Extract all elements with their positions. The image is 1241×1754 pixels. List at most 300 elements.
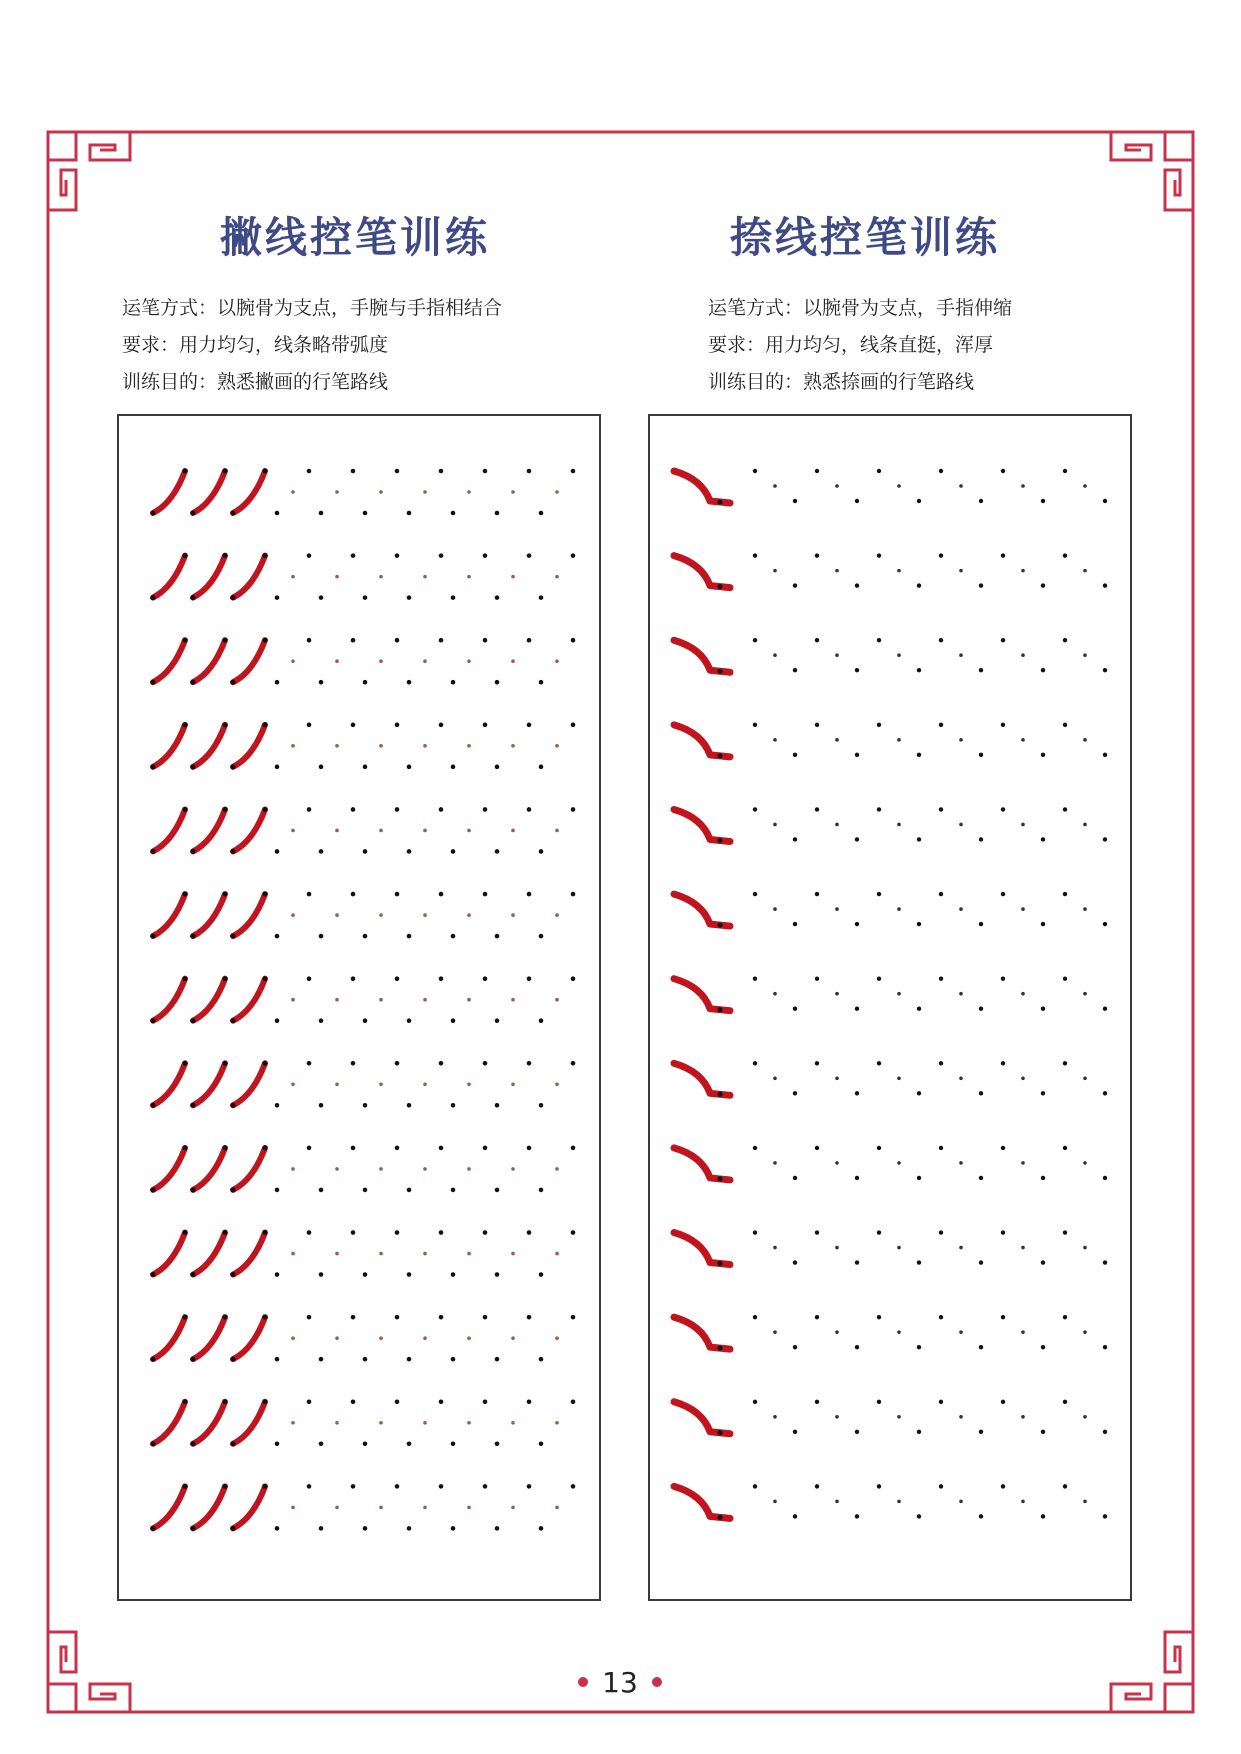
trace-end-dot [307,807,312,812]
trace-start-dot [319,849,324,854]
trace-start-dot [451,1441,456,1446]
trace-start-dot [815,1061,819,1065]
trace-end-dot [351,1315,356,1320]
stroke-start-dot [191,595,196,600]
trace-mid-dot [379,1167,383,1171]
trace-end-dot [979,583,983,587]
trace-mid-dot [1021,569,1025,573]
na-practice-row [674,1400,1107,1436]
trace-start-dot [451,1357,456,1362]
stroke-end-dot [263,1145,268,1150]
trace-mid-dot [291,575,295,579]
trace-end-dot [979,1176,983,1180]
stroke-end-dot [223,976,228,981]
na-practice-row [674,1315,1107,1351]
pie-example-stroke [233,1063,265,1105]
trace-end-dot [1041,1260,1045,1264]
stroke-end-dot [718,753,723,758]
trace-start-dot [1063,1400,1067,1404]
trace-mid-dot [959,738,963,742]
trace-start-dot [1063,1315,1067,1319]
trace-start-dot [407,849,412,854]
pie-example-stroke [233,809,265,851]
trace-end-dot [979,499,983,503]
trace-end-dot [307,1230,312,1235]
trace-end-dot [917,1260,921,1264]
stroke-start-dot [191,511,196,516]
stroke-end-dot [183,553,188,558]
trace-end-dot [483,1061,488,1066]
page-number-right-dot [652,1677,662,1687]
trace-mid-dot [335,1336,339,1340]
trace-start-dot [1063,638,1067,642]
trace-mid-dot [467,1506,471,1510]
trace-start-dot [363,511,368,516]
trace-start-dot [275,1188,280,1193]
trace-mid-dot [423,659,427,663]
trace-end-dot [439,723,444,728]
trace-end-dot [527,807,532,812]
trace-start-dot [319,511,324,516]
pie-example-stroke [193,1233,225,1275]
trace-mid-dot [511,1506,515,1510]
trace-mid-dot [959,907,963,911]
trace-mid-dot [423,1252,427,1256]
stroke-start-dot [151,1526,156,1531]
na-example-stroke [674,640,730,672]
trace-mid-dot [555,744,559,748]
trace-mid-dot [379,998,383,1002]
trace-start-dot [275,934,280,939]
stroke-start-dot [231,1187,236,1192]
stroke-end-dot [183,1484,188,1489]
trace-mid-dot [959,1161,963,1165]
pie-example-stroke [153,471,185,513]
trace-start-dot [451,595,456,600]
trace-mid-dot [959,1500,963,1504]
trace-start-dot [1063,723,1067,727]
stroke-start-dot [231,1103,236,1108]
trace-mid-dot [1083,992,1087,996]
trace-mid-dot [897,823,901,827]
trace-end-dot [571,1399,576,1404]
trace-end-dot [1041,837,1045,841]
trace-mid-dot [423,829,427,833]
pie-practice-row [151,638,576,685]
trace-mid-dot [379,490,383,494]
trace-end-dot [307,976,312,981]
trace-start-dot [363,765,368,770]
trace-end-dot [439,469,444,474]
stroke-end-dot [263,976,268,981]
trace-start-dot [815,553,819,557]
stroke-start-dot [191,1272,196,1277]
trace-start-dot [407,934,412,939]
trace-end-dot [351,1230,356,1235]
trace-end-dot [1103,922,1107,926]
trace-start-dot [753,553,757,557]
stroke-end-dot [718,584,723,589]
trace-start-dot [939,1230,943,1234]
trace-start-dot [753,1484,757,1488]
right-panel-title: 捺线控笔训练 [729,213,1000,262]
trace-start-dot [1001,1230,1005,1234]
stroke-start-dot [191,849,196,854]
trace-start-dot [1063,1146,1067,1150]
trace-start-dot [539,1272,544,1277]
trace-end-dot [855,668,859,672]
stroke-end-dot [223,1399,228,1404]
trace-end-dot [855,837,859,841]
trace-mid-dot [379,829,383,833]
trace-end-dot [351,976,356,981]
trace-end-dot [527,1230,532,1235]
trace-end-dot [395,1061,400,1066]
trace-end-dot [917,1514,921,1518]
trace-end-dot [1103,1176,1107,1180]
trace-end-dot [571,469,576,474]
trace-start-dot [495,595,500,600]
trace-end-dot [1041,1176,1045,1180]
pie-practice-row [151,722,576,769]
trace-start-dot [451,1272,456,1277]
trace-end-dot [483,807,488,812]
na-example-stroke [674,1233,730,1265]
trace-end-dot [855,1260,859,1264]
trace-start-dot [753,469,757,473]
trace-mid-dot [897,569,901,573]
trace-start-dot [451,1018,456,1023]
na-example-stroke [674,979,730,1011]
trace-end-dot [439,976,444,981]
trace-end-dot [307,1399,312,1404]
stroke-end-dot [223,1484,228,1489]
trace-end-dot [979,1260,983,1264]
trace-mid-dot [423,1336,427,1340]
stroke-end-dot [183,892,188,897]
trace-mid-dot [555,1336,559,1340]
trace-mid-dot [773,738,777,742]
trace-mid-dot [467,998,471,1002]
stroke-end-dot [718,1092,723,1097]
trace-end-dot [979,1006,983,1010]
pie-practice-row [151,976,576,1023]
trace-end-dot [793,1260,797,1264]
trace-mid-dot [835,992,839,996]
na-example-stroke [674,1148,730,1180]
trace-mid-dot [835,569,839,573]
trace-end-dot [527,976,532,981]
trace-start-dot [815,892,819,896]
trace-mid-dot [555,1083,559,1087]
trace-end-dot [917,1091,921,1095]
trace-start-dot [539,1357,544,1362]
trace-end-dot [439,1061,444,1066]
trace-mid-dot [773,1330,777,1334]
pie-example-stroke [193,1317,225,1359]
pie-practice-row [151,553,576,600]
trace-start-dot [877,1400,881,1404]
stroke-end-dot [183,1315,188,1320]
trace-end-dot [979,922,983,926]
stroke-end-dot [183,976,188,981]
trace-start-dot [939,807,943,811]
trace-end-dot [439,1399,444,1404]
trace-end-dot [571,807,576,812]
pie-example-stroke [153,894,185,936]
trace-start-dot [1063,469,1067,473]
stroke-end-dot [223,722,228,727]
trace-mid-dot [897,738,901,742]
trace-start-dot [1001,976,1005,980]
trace-start-dot [275,1526,280,1531]
page-number-footer [520,1660,720,1704]
na-practice-row [674,1230,1107,1266]
trace-mid-dot [835,907,839,911]
trace-end-dot [483,1399,488,1404]
trace-end-dot [395,976,400,981]
stroke-end-dot [263,722,268,727]
trace-end-dot [351,807,356,812]
na-practice-row [674,723,1107,759]
right-stroke-canvas [650,416,1134,1603]
trace-end-dot [1103,1345,1107,1349]
trace-mid-dot [835,653,839,657]
trace-end-dot [439,807,444,812]
trace-start-dot [753,638,757,642]
trace-mid-dot [379,1083,383,1087]
trace-end-dot [793,837,797,841]
stroke-end-dot [183,1230,188,1235]
stroke-end-dot [183,469,188,474]
trace-mid-dot [1083,1415,1087,1419]
trace-mid-dot [1083,907,1087,911]
pie-example-stroke [233,979,265,1021]
stroke-start-dot [231,595,236,600]
trace-end-dot [395,1399,400,1404]
stroke-start-dot [231,849,236,854]
trace-start-dot [815,1146,819,1150]
trace-start-dot [319,1526,324,1531]
trace-end-dot [527,1399,532,1404]
trace-start-dot [539,511,544,516]
trace-mid-dot [335,1167,339,1171]
trace-start-dot [815,723,819,727]
trace-mid-dot [959,992,963,996]
trace-start-dot [877,638,881,642]
trace-mid-dot [773,992,777,996]
trace-mid-dot [423,1083,427,1087]
stroke-end-dot [263,469,268,474]
trace-mid-dot [467,1252,471,1256]
trace-mid-dot [291,1252,295,1256]
trace-mid-dot [959,569,963,573]
trace-end-dot [979,753,983,757]
trace-start-dot [495,1018,500,1023]
page-number: 13 [602,1665,638,1699]
trace-end-dot [793,753,797,757]
trace-end-dot [855,583,859,587]
trace-start-dot [1001,1315,1005,1319]
trace-end-dot [439,1315,444,1320]
trace-end-dot [1103,668,1107,672]
pie-example-stroke [233,894,265,936]
stroke-start-dot [231,934,236,939]
trace-mid-dot [555,575,559,579]
trace-start-dot [815,1400,819,1404]
stroke-end-dot [718,1007,723,1012]
trace-mid-dot [467,1167,471,1171]
trace-start-dot [451,680,456,685]
trace-start-dot [451,849,456,854]
trace-start-dot [451,1188,456,1193]
right-goal-text: 训练目的：熟悉捺画的行笔路线 [708,371,975,393]
left-requirement-text: 要求：用力均匀，线条略带弧度 [122,334,389,356]
trace-end-dot [793,668,797,672]
trace-end-dot [483,976,488,981]
trace-end-dot [1041,1006,1045,1010]
trace-mid-dot [897,1500,901,1504]
trace-end-dot [855,499,859,503]
trace-mid-dot [897,1330,901,1334]
trace-end-dot [483,1484,488,1489]
trace-start-dot [495,1526,500,1531]
trace-end-dot [527,1484,532,1489]
na-practice-row [674,976,1107,1012]
pie-example-stroke [153,1063,185,1105]
stroke-start-dot [231,1526,236,1531]
pie-practice-row [151,1484,576,1531]
pie-example-stroke [233,1148,265,1190]
trace-mid-dot [1083,569,1087,573]
trace-end-dot [979,1345,983,1349]
trace-mid-dot [467,659,471,663]
trace-start-dot [495,1103,500,1108]
stroke-end-dot [223,892,228,897]
trace-start-dot [1001,1061,1005,1065]
trace-mid-dot [1021,653,1025,657]
trace-mid-dot [291,1506,295,1510]
trace-mid-dot [511,913,515,917]
trace-mid-dot [1021,484,1025,488]
trace-start-dot [407,1103,412,1108]
trace-end-dot [917,668,921,672]
trace-start-dot [363,1357,368,1362]
trace-end-dot [307,1146,312,1151]
trace-mid-dot [835,738,839,742]
trace-mid-dot [423,998,427,1002]
trace-start-dot [407,1441,412,1446]
trace-end-dot [793,1006,797,1010]
trace-start-dot [939,723,943,727]
trace-mid-dot [467,1083,471,1087]
trace-start-dot [1063,1230,1067,1234]
trace-start-dot [815,1315,819,1319]
trace-end-dot [395,1146,400,1151]
trace-end-dot [1103,753,1107,757]
trace-end-dot [351,723,356,728]
trace-start-dot [877,892,881,896]
trace-end-dot [793,922,797,926]
trace-end-dot [855,1006,859,1010]
trace-mid-dot [1021,1415,1025,1419]
trace-end-dot [395,553,400,558]
trace-start-dot [275,595,280,600]
trace-end-dot [855,922,859,926]
na-practice-row [674,1484,1107,1520]
trace-start-dot [1063,976,1067,980]
trace-mid-dot [835,1415,839,1419]
trace-mid-dot [335,1421,339,1425]
trace-mid-dot [1083,1246,1087,1250]
trace-mid-dot [1021,992,1025,996]
pie-example-stroke [153,640,185,682]
trace-mid-dot [335,829,339,833]
trace-end-dot [527,638,532,643]
trace-end-dot [483,469,488,474]
trace-start-dot [1001,1146,1005,1150]
trace-start-dot [939,638,943,642]
trace-end-dot [483,1146,488,1151]
stroke-end-dot [718,1346,723,1351]
trace-end-dot [395,723,400,728]
trace-mid-dot [511,575,515,579]
trace-start-dot [1001,892,1005,896]
trace-start-dot [753,976,757,980]
trace-end-dot [855,1091,859,1095]
trace-end-dot [1041,753,1045,757]
trace-start-dot [495,1441,500,1446]
trace-end-dot [395,1315,400,1320]
trace-mid-dot [773,823,777,827]
trace-end-dot [1041,922,1045,926]
trace-start-dot [939,1061,943,1065]
trace-start-dot [753,892,757,896]
trace-mid-dot [379,1421,383,1425]
na-example-stroke [674,471,730,503]
trace-start-dot [363,934,368,939]
trace-start-dot [495,1357,500,1362]
trace-start-dot [495,1188,500,1193]
pie-practice-row [151,1061,576,1108]
trace-end-dot [483,1315,488,1320]
trace-mid-dot [1021,1161,1025,1165]
trace-end-dot [527,553,532,558]
trace-end-dot [917,1430,921,1434]
trace-start-dot [451,934,456,939]
trace-end-dot [307,638,312,643]
trace-mid-dot [555,998,559,1002]
stroke-start-dot [151,595,156,600]
trace-start-dot [1001,553,1005,557]
na-practice-row [674,892,1107,928]
stroke-start-dot [191,764,196,769]
pie-example-stroke [153,1486,185,1528]
na-example-stroke [674,894,730,926]
trace-start-dot [319,1103,324,1108]
trace-start-dot [939,892,943,896]
stroke-end-dot [223,807,228,812]
trace-end-dot [571,553,576,558]
trace-mid-dot [379,1336,383,1340]
trace-end-dot [1103,1514,1107,1518]
trace-mid-dot [773,1077,777,1081]
trace-mid-dot [379,1506,383,1510]
trace-mid-dot [335,913,339,917]
stroke-start-dot [151,511,156,516]
stroke-start-dot [151,1441,156,1446]
trace-end-dot [351,469,356,474]
